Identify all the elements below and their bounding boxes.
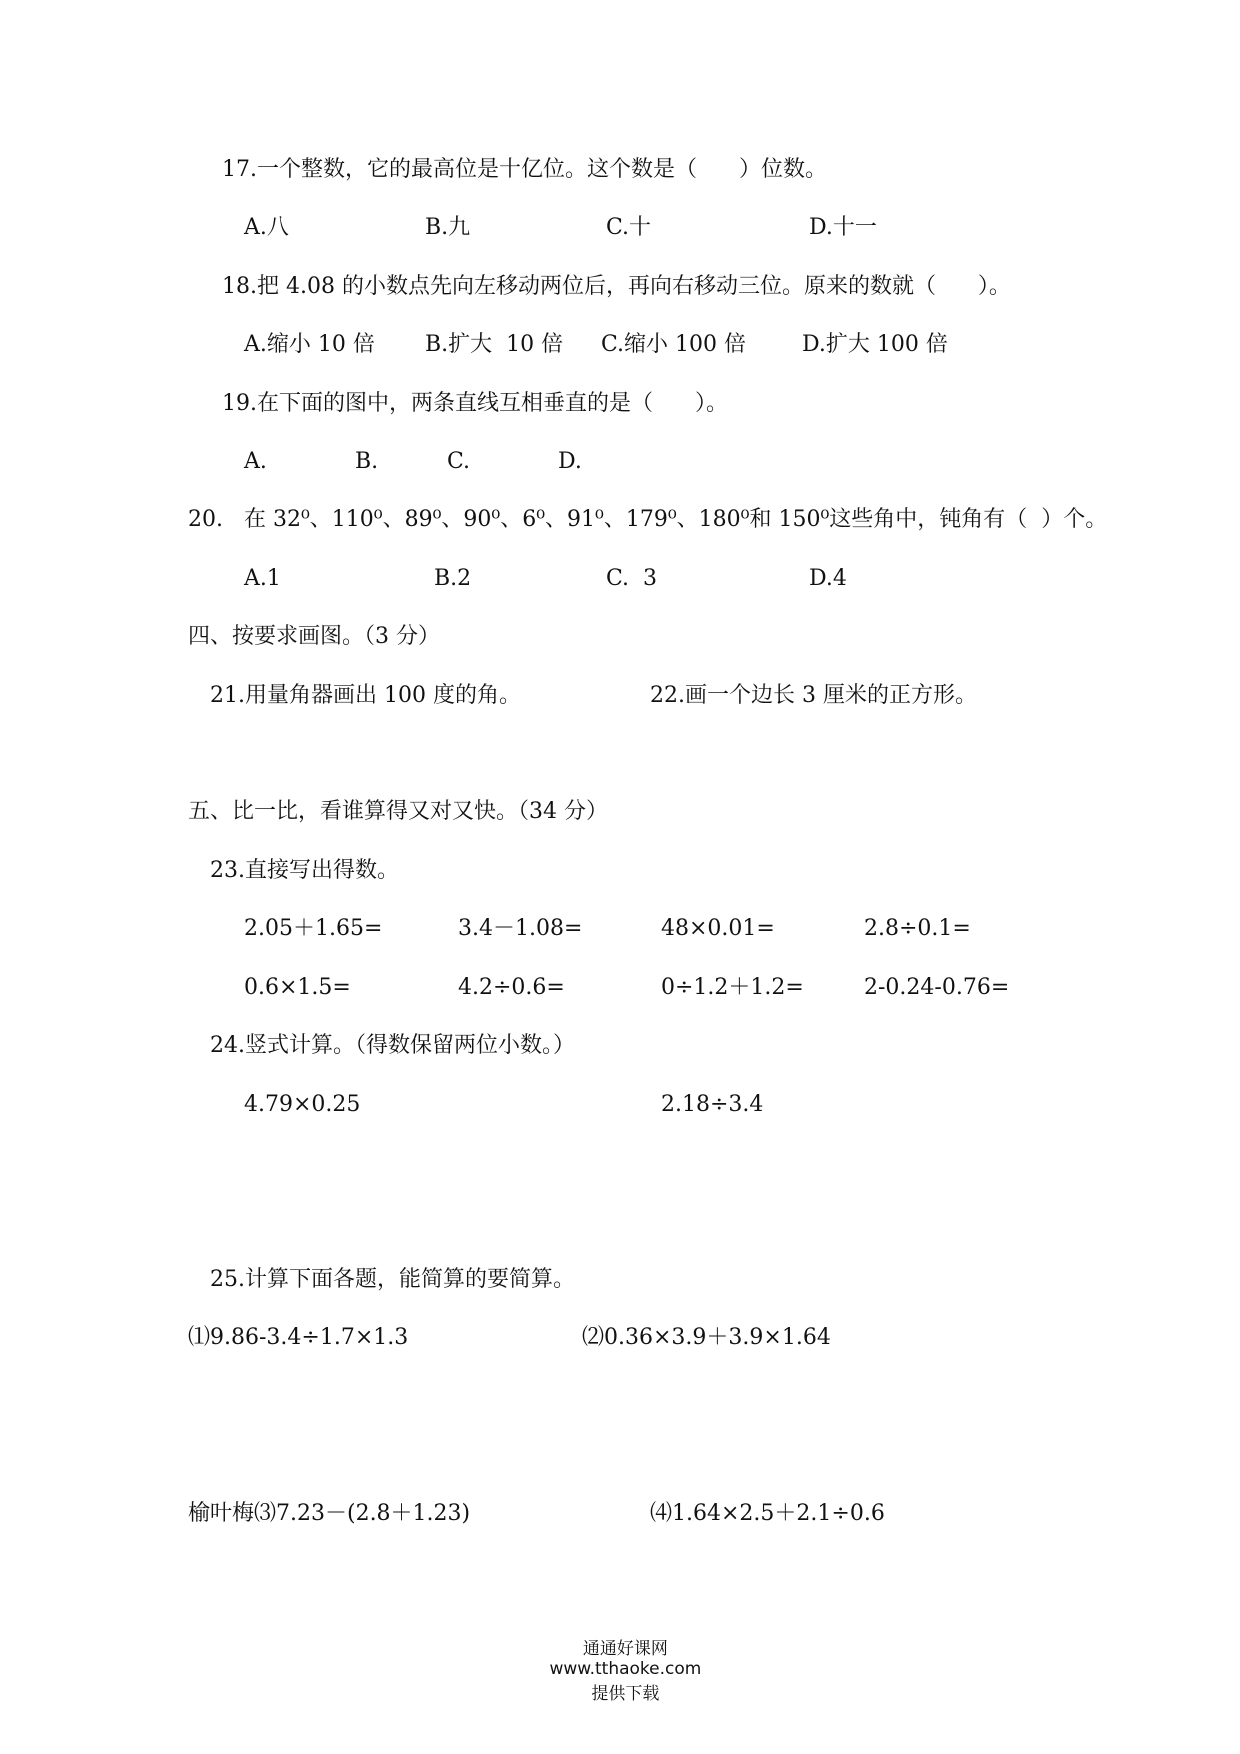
q24-stem: 24.竖式计算。（得数保留两位小数。）	[210, 1033, 575, 1058]
q25-part-3: 榆叶梅⑶7.23－(2.8＋1.23)	[188, 1501, 471, 1526]
q23-r1-c1: 2.05＋1.65=	[244, 916, 383, 941]
footer-site-name: 通通好课网	[582, 1639, 668, 1659]
section5-title: 五、比一比，看谁算得又对又快。（34 分）	[188, 799, 608, 824]
q23-r1-c3: 48×0.01=	[661, 916, 775, 941]
q20-option-c: C. 3	[606, 566, 658, 591]
q23-r2-c4: 2-0.24-0.76=	[864, 975, 1010, 1000]
footer-note: 提供下载	[591, 1684, 660, 1704]
q22-text: 22.画一个边长 3 厘米的正方形。	[650, 683, 977, 708]
q24-item-2: 2.18÷3.4	[661, 1092, 764, 1117]
q19-option-d: D.	[558, 449, 582, 474]
q23-r2-c1: 0.6×1.5=	[244, 975, 351, 1000]
q19-stem: 19.在下面的图中，两条直线互相垂直的是（ ）。	[222, 391, 728, 416]
section4-title: 四、按要求画图。（3 分）	[188, 624, 440, 649]
q23-r1-c2: 3.4－1.08=	[458, 916, 583, 941]
q17-option-c: C.十	[606, 215, 652, 240]
q19-option-c: C.	[447, 449, 471, 474]
q18-option-a: A.缩小 10 倍	[244, 332, 375, 357]
q23-stem: 23.直接写出得数。	[210, 858, 399, 883]
q23-r2-c3: 0÷1.2＋1.2=	[661, 975, 804, 1000]
q20-number: 20.	[188, 507, 223, 532]
q25-part-4: ⑷1.64×2.5＋2.1÷0.6	[650, 1501, 885, 1526]
q25-stem: 25.计算下面各题，能简算的要简算。	[210, 1267, 575, 1292]
page-footer	[0, 1614, 1240, 1704]
q23-r1-c4: 2.8÷0.1=	[864, 916, 971, 941]
q19-option-b: B.	[355, 449, 379, 474]
q25-part-2: ⑵0.36×3.9＋3.9×1.64	[582, 1325, 831, 1350]
q24-item-1: 4.79×0.25	[244, 1092, 361, 1117]
q17-option-a: A.八	[244, 215, 289, 240]
footer-url[interactable]: www.tthaoke.com	[549, 1659, 702, 1679]
q20-option-b: B.2	[434, 566, 472, 591]
q17-option-d: D.十一	[809, 215, 877, 240]
q20-option-d: D.4	[809, 566, 847, 591]
q18-stem: 18.把 4.08 的小数点先向左移动两位后，再向右移动三位。原来的数就（ ）。	[222, 274, 1011, 299]
q18-option-c: C.缩小 100 倍	[601, 332, 747, 357]
q25-part-1: ⑴9.86-3.4÷1.7×1.3	[188, 1325, 409, 1350]
q17-stem: 17.一个整数，它的最高位是十亿位。这个数是（ ）位数。	[222, 157, 827, 182]
q20-option-a: A.1	[244, 566, 281, 591]
q19-option-a: A.	[244, 449, 267, 474]
q23-r2-c2: 4.2÷0.6=	[458, 975, 565, 1000]
q21-text: 21.用量角器画出 100 度的角。	[210, 683, 521, 708]
q20-stem: 在 32⁰、110⁰、89⁰、90⁰、6⁰、91⁰、179⁰、180⁰和 150⁰这些角中，钝角有（ ）个。	[244, 507, 1108, 532]
q18-option-b: B.扩大 10 倍	[425, 332, 564, 357]
q18-option-d: D.扩大 100 倍	[802, 332, 948, 357]
q17-option-b: B.九	[425, 215, 471, 240]
